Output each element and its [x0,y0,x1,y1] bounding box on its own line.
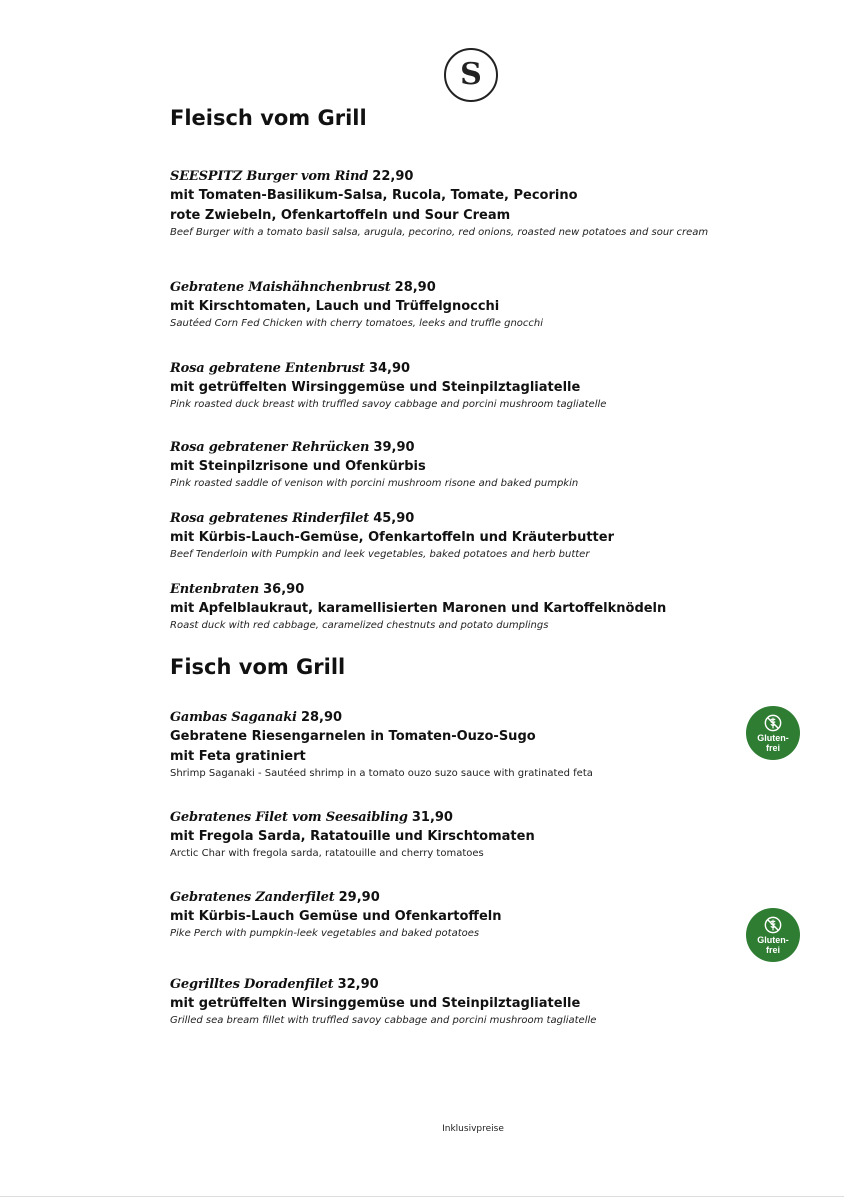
dish-price: 34,90 [368,361,411,376]
dish-burger [170,168,730,240]
dish-sea-bream [170,976,730,1028]
dish-description-en: Roast duck with red cabbage, caramelized chestnuts and potato dumplings [170,620,549,631]
dish-description-en: Shrimp Saganaki - Sautéed shrimp in a tomato ouzo suzo sauce with gratinated feta [170,768,593,779]
dish-duck-breast [170,360,730,412]
dish-name: Rosa gebratene Entenbrust [170,361,365,376]
dish-price: 45,90 [373,511,415,526]
dish-name: Entenbraten [170,582,259,597]
logo-letter: S [460,57,482,92]
dish-price: 36,90 [263,582,305,597]
dish-price: 22,90 [372,169,414,184]
gluten-free-icon [764,714,782,732]
dish-description-de: mit Tomaten-Basilikum-Salsa, Rucola, Tomate, Pecorino [170,188,578,203]
dish-description-de: Gebratene Riesengarnelen in Tomaten-Ouzo-Sugo [170,729,536,744]
dish-description-de: mit getrüffelten Wirsinggemüse und Steinpilztagliatelle [170,380,581,395]
dish-roast-duck [170,581,730,633]
dish-price: 32,90 [337,977,379,992]
logo [444,48,498,102]
section-title-meat: Fleisch vom Grill [170,106,367,130]
dish-name: Gambas Saganaki [170,710,297,725]
dish-gambas [170,709,730,781]
dish-description-de: mit Kirschtomaten, Lauch und Trüffelgnocchi [170,299,500,314]
divider [0,1196,844,1197]
dish-description-de: mit Fregola Sarda, Ratatouille und Kirschtomaten [170,829,535,844]
footer-note: Inklusivpreise [442,1124,504,1134]
dish-name: Gebratenes Zanderfilet [170,890,335,905]
dish-description-de: mit Kürbis-Lauch Gemüse und Ofenkartoffeln [170,909,502,924]
dish-venison [170,439,730,491]
dish-description-en: Pink roasted duck breast with truffled savoy cabbage and porcini mushroom tagliatelle [170,399,607,410]
dish-description-en: Arctic Char with fregola sarda, ratatouille and cherry tomatoes [170,848,484,859]
dish-description-de: rote Zwiebeln, Ofenkartoffeln und Sour Cream [170,208,511,223]
dish-description-de: mit getrüffelten Wirsinggemüse und Steinpilztagliatelle [170,996,581,1011]
gluten-free-badge [746,908,800,962]
dish-price: 31,90 [411,810,453,825]
dish-price: 29,90 [338,890,380,905]
dish-name: Rosa gebratenes Rinderfilet [170,511,370,526]
section-title-fish: Fisch vom Grill [170,655,346,679]
dish-name: Gebratenes Filet vom Seesaibling [170,810,408,825]
dish-description-en: Pink roasted saddle of venison with porcini mushroom risone and baked pumpkin [170,478,579,489]
dish-description-en: Grilled sea bream fillet with truffled savoy cabbage and porcini mushroom tagliatelle [170,1015,597,1026]
dish-name: Gegrilltes Doradenfilet [170,977,334,992]
dish-description-de: mit Kürbis-Lauch-Gemüse, Ofenkartoffeln und Kräuterbutter [170,530,614,545]
gluten-free-icon [764,916,782,934]
badge-label: frei [765,944,780,955]
badge-label: Gluten- [757,732,789,743]
gluten-free-badge [746,706,800,760]
dish-pike-perch [170,889,730,941]
dish-description-de: mit Apfelblaukraut, karamellisierten Maronen und Kartoffelknödeln [170,601,667,616]
badge-label: Gluten- [757,934,789,945]
dish-price: 28,90 [300,710,343,725]
dish-description-en: Sautéed Corn Fed Chicken with cherry tomatoes, leeks and truffle gnocchi [170,318,544,329]
dish-description-de: mit Feta gratiniert [170,749,306,764]
dish-name: SEESPITZ Burger vom Rind [170,169,369,184]
dish-char [170,809,730,861]
dish-description-de: mit Steinpilzrisone und Ofenkürbis [170,459,426,474]
dish-description-en: Beef Burger with a tomato basil salsa, arugula, pecorino, red onions, roasted new potatoes and sour cream [170,227,709,238]
dish-description-en: Pike Perch with pumpkin-leek vegetables and baked potatoes [170,928,480,939]
dish-chicken [170,279,730,331]
dish-beef-tenderloin [170,510,730,562]
dish-price: 39,90 [373,440,415,455]
dish-price: 28,90 [394,280,436,295]
dish-name: Gebratene Maishähnchenbrust [170,280,391,295]
dish-name: Rosa gebratener Rehrücken [170,440,370,455]
badge-label: frei [765,742,780,753]
dish-description-en: Beef Tenderloin with Pumpkin and leek vegetables, baked potatoes and herb butter [170,549,590,560]
